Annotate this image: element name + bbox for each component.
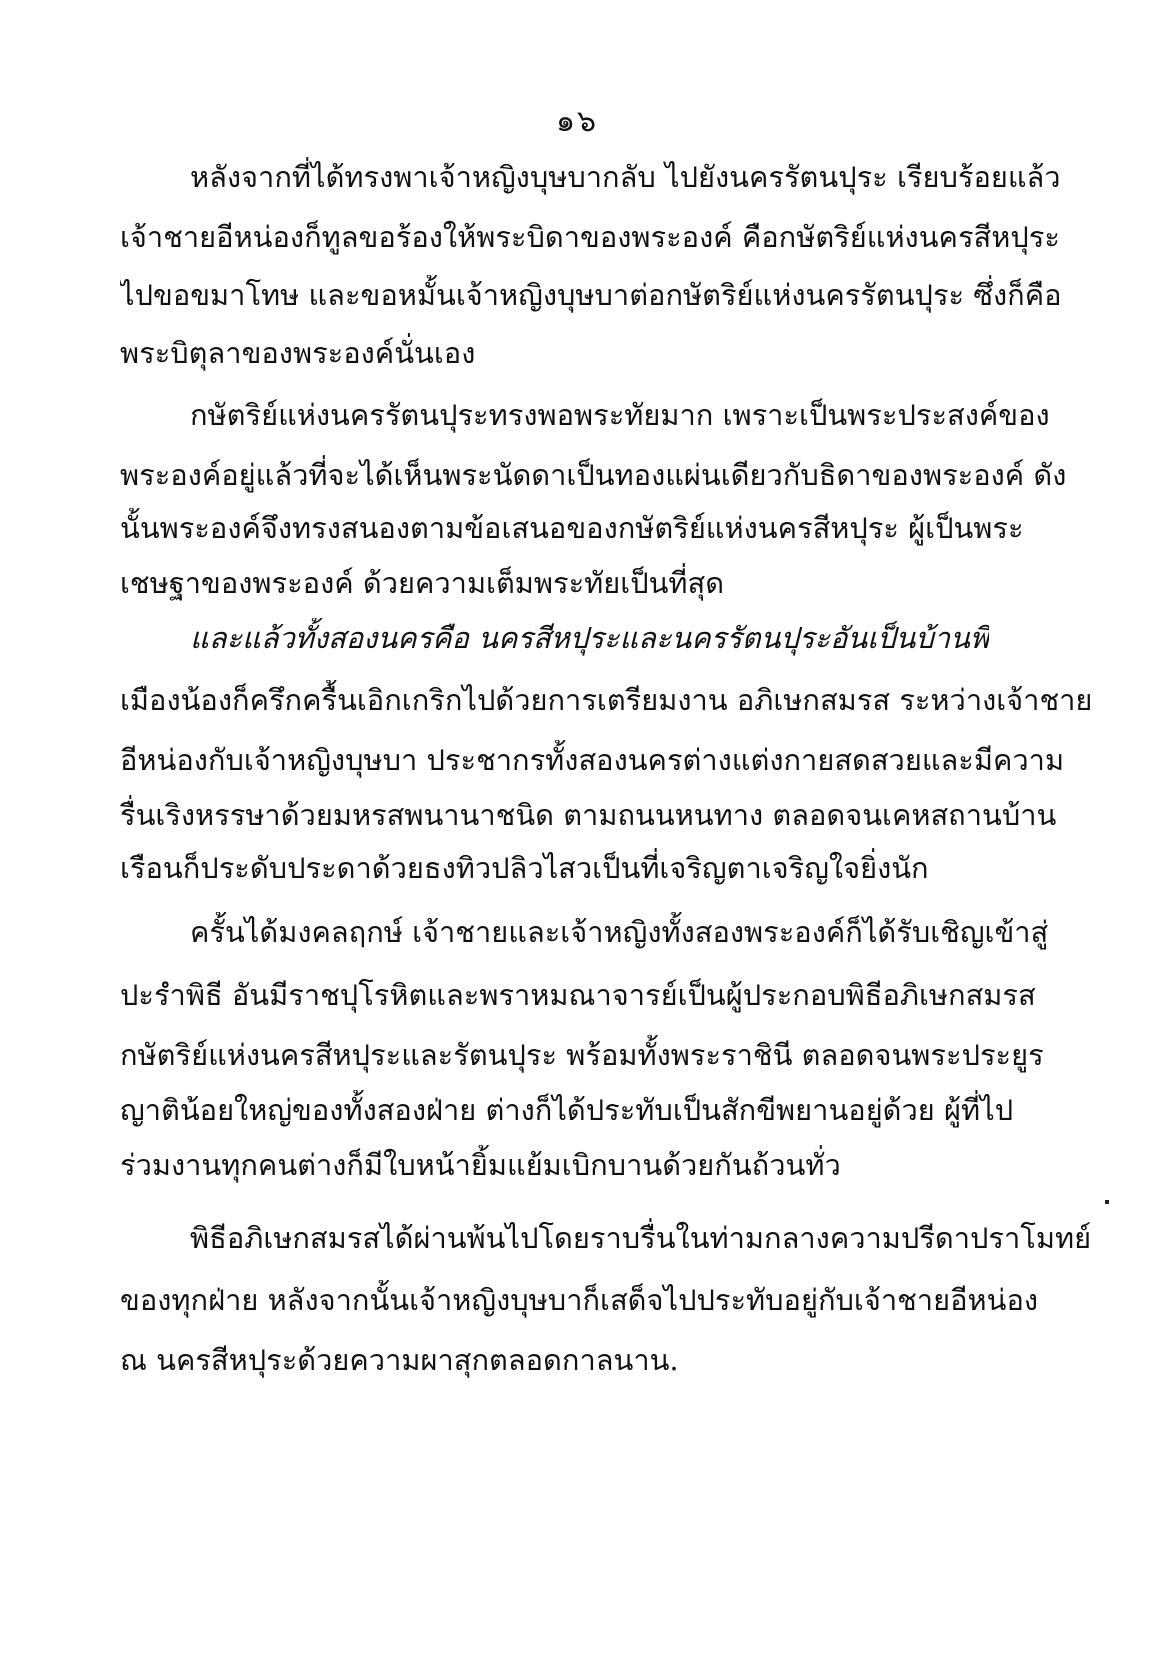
paragraph-3-line-1: และแล้วทั้งสองนครคือ นครสีหปุระและนครรัตนปุระอันเป็นบ้านพี่ <box>190 621 990 655</box>
paragraph-3-line-3: อีหน่องกับเจ้าหญิงบุษบา ประชากรทั้งสองนครต่างแต่งกายสดสวยและมีความ <box>120 743 1065 777</box>
paragraph-2-line-4: เชษฐาของพระองค์ ด้วยความเต็มพระทัยเป็นที่สุด <box>120 566 725 600</box>
paragraph-3-line-2: เมืองน้องก็ครึกครื้นเอิกเกริกไปด้วยการเตรียมงาน อภิเษกสมรส ระหว่างเจ้าชาย <box>120 683 1093 717</box>
paragraph-1-line-3: ไปขอขมาโทษ และขอหมั้นเจ้าหญิงบุษบาต่อกษัตริย์แห่งนครรัตนปุระ ซึ่งก็คือ <box>120 278 1062 312</box>
paragraph-4-line-5: ร่วมงานทุกคนต่างก็มีใบหน้ายิ้มแย้มเบิกบานด้วยกันถ้วนทั่ว <box>120 1148 841 1182</box>
paragraph-2-line-1: กษัตริย์แห่งนครรัตนปุระทรงพอพระทัยมาก เพราะเป็นพระประสงค์ของ <box>190 398 1050 432</box>
page-number: ๑๖ <box>555 104 599 139</box>
paragraph-5-line-1: พิธีอภิเษกสมรสได้ผ่านพ้นไปโดยราบรื่นในท่ามกลางความปรีดาปราโมทย์ <box>190 1221 1092 1255</box>
paragraph-4-line-2: ปะรำพิธี อันมีราชปุโรหิตและพราหมณาจารย์เป็นผู้ประกอบพิธีอภิเษกสมรส <box>120 978 1036 1012</box>
paragraph-4-line-4: ญาติน้อยใหญ่ของทั้งสองฝ่าย ต่างก็ได้ประทับเป็นสักขีพยานอยู่ด้วย ผู้ที่ไป <box>120 1093 1014 1127</box>
paragraph-4-line-3: กษัตริย์แห่งนครสีหปุระและรัตนปุระ พร้อมทั้งพระราชินี ตลอดจนพระประยูร <box>120 1038 1044 1072</box>
paragraph-4-line-1: ครั้นได้มงคลฤกษ์ เจ้าชายและเจ้าหญิงทั้งสองพระองค์ก็ได้รับเชิญเข้าสู่ <box>190 915 1049 949</box>
paragraph-2-line-2: พระองค์อยู่แล้วที่จะได้เห็นพระนัดดาเป็นทองแผ่นเดียวกับธิดาของพระองค์ ดัง <box>120 458 1067 492</box>
paragraph-1-line-2: เจ้าชายอีหน่องก็ทูลขอร้องให้พระบิดาของพระองค์ คือกษัตริย์แห่งนครสีหปุระ <box>120 220 1060 254</box>
paragraph-5-line-3: ณ นครสีหปุระด้วยความผาสุกตลอดกาลนาน. <box>120 1343 679 1377</box>
paragraph-1-line-4: พระบิตุลาของพระองค์นั่นเอง <box>120 336 476 370</box>
paragraph-1-line-1: หลังจากที่ได้ทรงพาเจ้าหญิงบุษบากลับ ไปยังนครรัตนปุระ เรียบร้อยแล้ว <box>190 160 1061 194</box>
scan-speck <box>1105 1200 1109 1204</box>
paragraph-5-line-2: ของทุกฝ่าย หลังจากนั้นเจ้าหญิงบุษบาก็เสด็จไปประทับอยู่กับเจ้าชายอีหน่อง <box>120 1283 1039 1317</box>
paragraph-3-line-4: รื่นเริงหรรษาด้วยมหรสพนานาชนิด ตามถนนหนทาง ตลอดจนเคหสถานบ้าน <box>120 798 1057 832</box>
paragraph-2-line-3: นั้นพระองค์จึงทรงสนองตามข้อเสนอของกษัตริย์แห่งนครสีหปุระ ผู้เป็นพระ <box>120 511 1024 545</box>
paragraph-3-line-5: เรือนก็ประดับประดาด้วยธงทิวปลิวไสวเป็นที่เจริญตาเจริญใจยิ่งนัก <box>120 851 929 885</box>
